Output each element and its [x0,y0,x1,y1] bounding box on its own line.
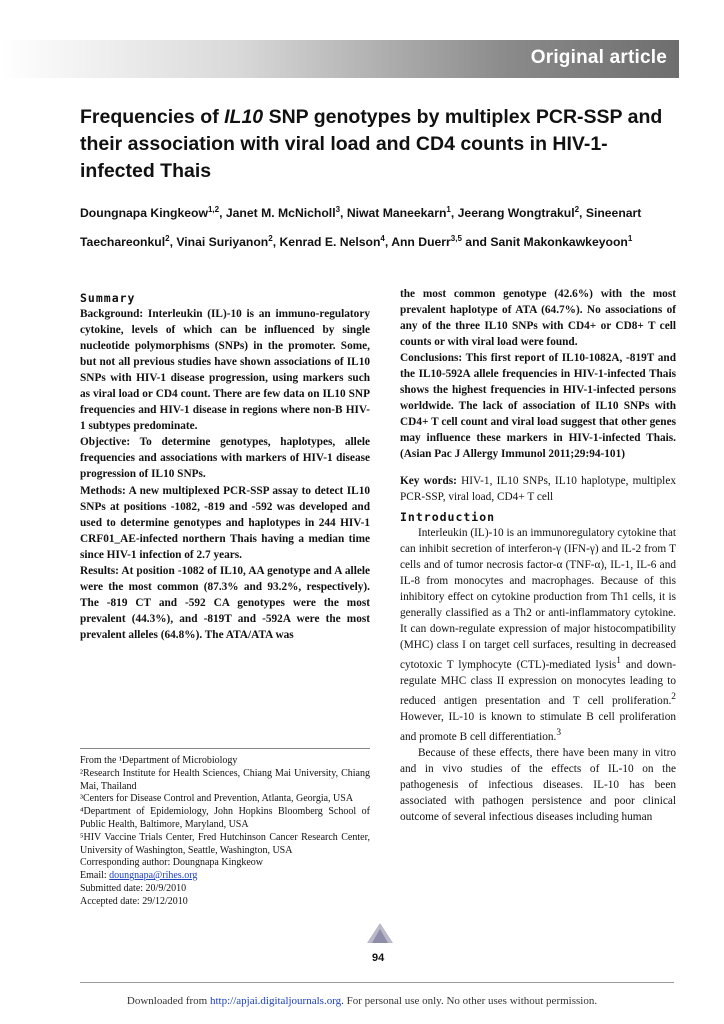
affiliation-1: From the ¹Department of Microbiology [80,755,238,766]
introduction-paragraph-1: Interleukin (IL)-10 is an immunoregulatory cytokine that can inhibit secretion of interferon-γ (IFN-γ) and IL-2 from T cells and of tumor necrosis factor-α (TNF-α), IL-1, IL-6 and IL-8 from monocytes and macrophages. Because of this inhibitory effect on cytokine production from Th1 cells, it is generally classified as a Th2 or anti-inflammatory cytokine. It can down-regulate expression of major histocompatibility (MHC) class I on target cell surfaces, resulting in decreased cytotoxic T lymphocyte (CTL)-mediated lysis$^1$ and down-regulate MHC class II expression on monocytes leading to reduced antigen presentation and T cell proliferation.$^2$ However, IL-10 is known to stimulate B cell proliferation and promote B cell differentiation.$^3$ [400,526,676,743]
summary-background: Background: Interleukin (IL)-10 is an immuno-regulatory cytokine, levels of which can be influenced by single nucleotide polymorphisms (SNPs) in the promoter. Some, but not all previous studies have shown associations of IL10 SNPs with HIV-1 disease progression, using markers such as viral load or CD4 count. There are few data on IL10 SNP frequencies and HIV-1 disease in regions where non-B HIV-1 subtypes predominate. [80,308,370,433]
author-separator: , [272,235,280,250]
author-separator: , [169,235,177,250]
author-name: Sineenart Taechareonkul [80,206,642,250]
author-affiliation: 1,2 [207,205,220,214]
affiliation-4: ⁴Department of Epidemiology, John Hopkins Bloomberg School of Public Health, Baltimore, Maryland, USA [80,806,370,830]
page-number: 94 [372,952,385,964]
footer-rule [80,982,674,983]
introduction-paragraph-2: Because of these effects, there have been many in vitro and in vivo studies of the effects of IL-10 on the pathogenesis of infectious diseases. IL-10 has been associated with pathogen persistence and poor clinical outcome of several infectious diseases including human [400,746,676,823]
title-text-part2: SNP genotypes by multiplex PCR-SSP and their association with viral load and CD4 counts in HIV-1-infected Thais [80,106,663,182]
download-notice: Downloaded from http://apjai.digitaljournals.org. For personal use only. No other uses without permission. [126,995,598,1007]
author-affiliation: 3 [335,205,341,214]
article-type-label: Original article [530,47,667,68]
author-name: Kenrad E. Nelson [279,235,381,250]
affiliation-3: ³Centers for Disease Control and Prevention, Atlanta, Georgia, USA [80,793,354,805]
author-name: Vinai Suriyanon [176,235,269,250]
left-column [80,290,370,643]
author-name: Niwat Maneekarn [346,206,447,221]
affiliations-footnotes [80,755,370,909]
author-list [80,197,674,255]
footnote-divider [80,748,370,749]
summary-objective: Objective: To determine genotypes, haplotypes, allele frequencies and associations with markers of HIV-1 disease progression of IL10 SNPs. [80,436,370,481]
email-line: Email: doungnapa@rihes.org [80,870,198,882]
article-title [80,104,670,185]
author-affiliation: 2 [574,205,580,214]
author-affiliation: 3,5 [450,234,462,244]
corresponding-author: Corresponding author: Doungnapa Kingkeow [80,857,264,869]
author-name: Ann Duerr [391,235,451,250]
journal-url-link[interactable]: http://apjai.digitaljournals.org [209,995,342,1007]
author-affiliation: 1 [627,234,633,244]
submitted-date: Submitted date: 20/9/2010 [80,882,187,894]
accepted-date: Accepted date: 29/12/2010 [80,895,188,907]
right-column [400,286,676,825]
affiliation-5: ⁵HIV Vaccine Trials Center, Fred Hutchinson Cancer Research Center, University of Washington, Seattle, Washington, USA [80,831,370,856]
affiliation-2: ²Research Institute for Health Sciences, Chiang Mai University, Chiang Mai, Thailand [80,767,370,792]
author-separator: , [219,206,226,221]
keywords: Key words: HIV-1, IL10 SNPs, IL10 haplotype, multiplex PCR-SSP, viral load, CD4+ T cell [400,474,676,503]
author-affiliation: 2 [268,234,273,244]
article-type-banner [0,40,679,78]
author-affiliation: 2 [165,234,170,244]
author-separator: , [384,235,392,250]
author-name: Sanit Makonkawkeyoon [490,235,628,250]
author-affiliation: 1 [446,205,451,214]
email-link[interactable]: doungnapa@rihes.org [109,870,198,882]
summary-methods: Methods: A new multiplexed PCR-SSP assay to detect IL10 SNPs at positions -1082, -819 and -592 was developed and used to determine genotypes and haplotypes in 244 HIV-1 CRF01_AE-infected northern Thais having a median time since HIV-1 infection of 2.7 years. [80,484,370,561]
author-name: Janet M. McNicholl [225,206,336,221]
title-text-part1: Frequencies of [80,106,225,128]
introduction-heading: Introduction [400,509,496,524]
author-separator: , [579,206,586,221]
author-separator: and [461,235,491,250]
author-name: Jeerang Wongtrakul [457,206,575,221]
summary-results-continued: the most common genotype (42.6%) with the most prevalent haplotype of ATA (64.7%). No associations of any of the three IL10 SNPs with CD4+ or CD8+ T cell counts or with viral load were found. [400,288,676,349]
author-name: Doungnapa Kingkeow [80,206,208,221]
author-separator: , [340,206,347,221]
summary-conclusions: Conclusions: This first report of IL10-1082A, -819T and the IL10-592A allele frequencies in HIV-1-infected Thais shows the highest frequencies in HIV-1-infected persons worldwide. The lack of association of IL10 SNPs with CD4+ T cell count and viral load suggest that other genes may influence these markers in HIV-1-infected Thais. (Asian Pac J Allergy Immunol 2011;29:94-101) [400,352,676,461]
title-gene-name: IL10 [224,106,264,128]
summary-heading: Summary [80,291,136,305]
author-separator: , [450,206,458,221]
summary-results: Results: At position -1082 of IL10, AA genotype and A allele were the most common (87.3% and 93.2%, respectively). The -819 CT and -592 CA genotypes were the most prevalent (44.3%), and -819T and -592A were the most prevalent alleles (64.8%). The ATA/ATA was [80,564,370,641]
author-affiliation: 4 [380,234,385,244]
journal-logo-icon [366,922,394,944]
